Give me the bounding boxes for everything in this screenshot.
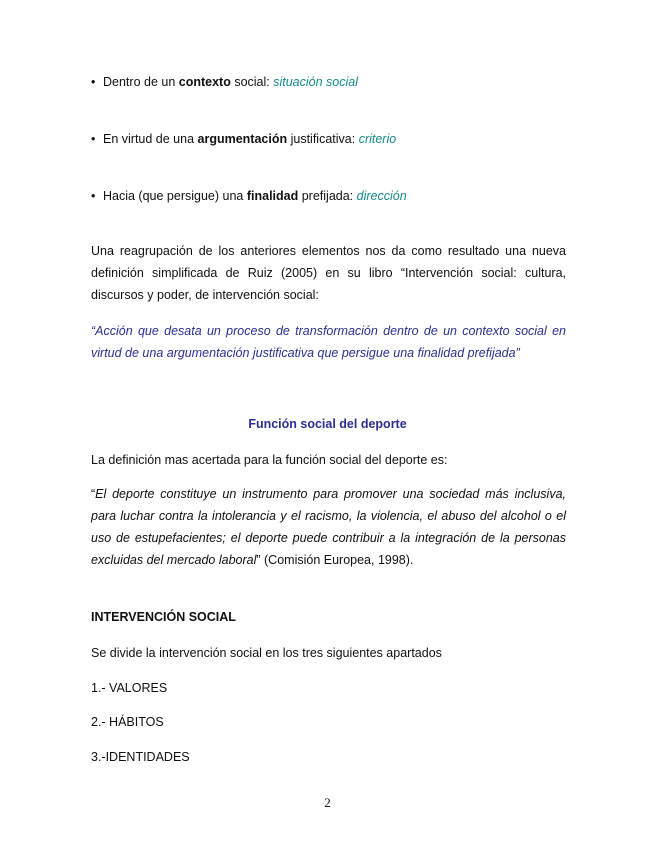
- bullet-term: criterio: [358, 132, 397, 146]
- definition-quote: “Acción que desata un proceso de transformación dentro de un contexto social en virtud de una argumentación justificativa que persigue una finalidad prefijada”: [91, 324, 566, 360]
- bullet-dot: •: [91, 132, 96, 146]
- section-heading: Función social del deporte: [248, 417, 407, 431]
- sport-quote: [91, 483, 566, 571]
- bullet-text: Hacia (que persigue) una: [103, 189, 247, 203]
- bullet-keyword: argumentación: [197, 132, 288, 146]
- bullet-keyword: finalidad: [246, 189, 299, 203]
- bullet-contexto: [91, 75, 358, 89]
- bullet-finalidad: [91, 189, 407, 203]
- bullet-dot: •: [91, 189, 96, 203]
- intervention-intro: Se divide la intervención social en los tres siguientes apartados: [91, 646, 442, 660]
- intro-paragraph: Una reagrupación de los anteriores elementos nos da como resultado una nueva definición simplificada de Ruiz (2005) en su libro “Intervención social: cultura, discursos y poder, de intervención social:: [91, 244, 566, 302]
- page-number: 2: [324, 795, 331, 810]
- bullet-text: En virtud de una: [103, 132, 198, 146]
- bullet-dot: •: [91, 75, 96, 89]
- sport-quote-text: El deporte constituye un instrumento para promover una sociedad más inclusiva, para luchar contra la intolerancia y el racismo, la violencia, el abuso del alcohol o el uso de estupefacientes; el deporte puede contribuir a la integración de la personas excluidas del mercado laboral: [91, 487, 566, 567]
- bullet-text: social:: [230, 75, 274, 89]
- list-item: 1.- VALORES: [91, 681, 168, 695]
- bullet-text: prefijada:: [298, 189, 357, 203]
- list-item: 3.-IDENTIDADES: [91, 750, 190, 764]
- bullet-text: Dentro de un: [103, 75, 179, 89]
- quote-open: “: [91, 487, 96, 501]
- bullet-text: justificativa:: [287, 132, 359, 146]
- function-intro: La definición mas acertada para la función social del deporte es:: [91, 453, 448, 467]
- bullet-argumentacion: [91, 132, 396, 146]
- bullet-term: dirección: [356, 189, 407, 203]
- list-item: 2.- HÁBITOS: [91, 715, 164, 729]
- intervention-heading: INTERVENCIÓN SOCIAL: [91, 610, 236, 624]
- quote-citation: ” (Comisión Europea, 1998).: [256, 553, 414, 567]
- bullet-keyword: contexto: [178, 75, 231, 89]
- bullet-term: situación social: [273, 75, 358, 89]
